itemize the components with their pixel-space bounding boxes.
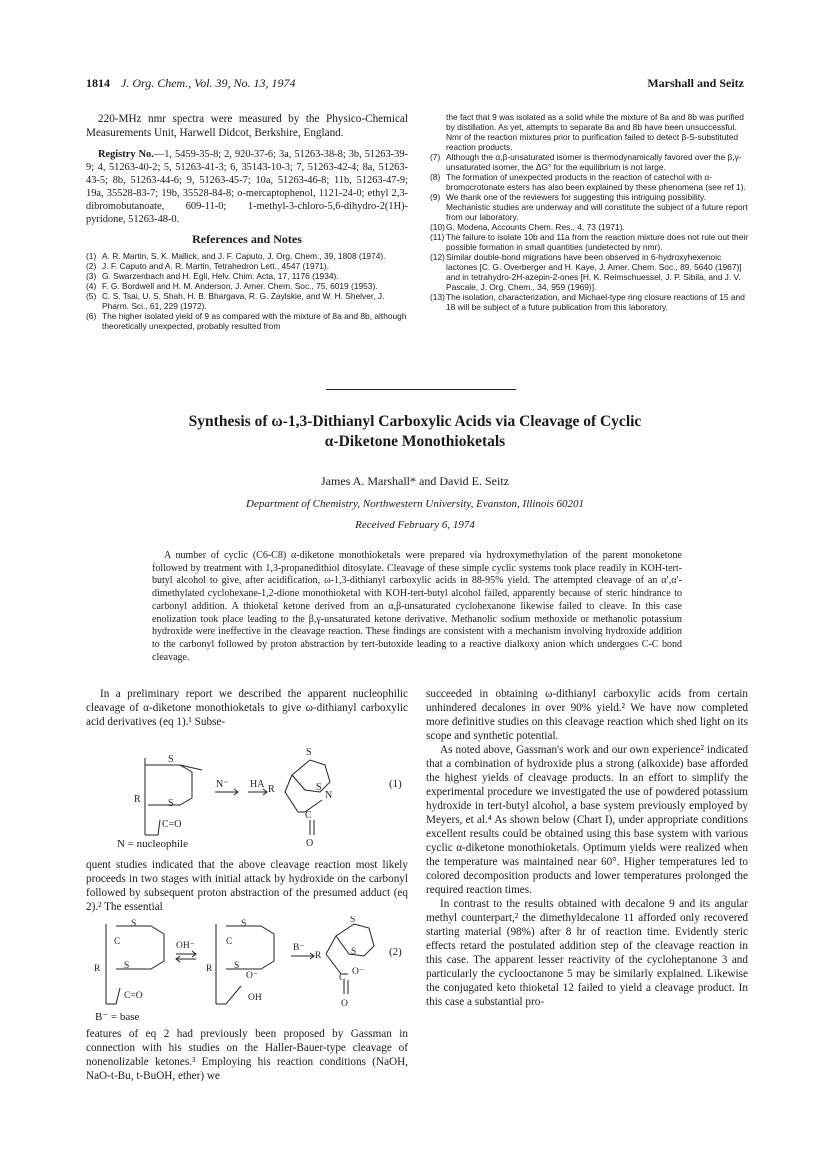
eq2-base: B⁻ xyxy=(293,943,305,953)
running-header-left xyxy=(86,76,296,91)
eq2-atom-O: O xyxy=(341,999,348,1009)
authors: James A. Marshall* and David E. Seitz xyxy=(321,474,509,488)
journal-citation: J. Org. Chem., Vol. 39, No. 13, 1974 xyxy=(121,76,296,90)
body-right-paragraph-2: As noted above, Gassman's work and our own experience² indicated that a combination of hydroxide plus a strong (alkoxide) base afforded the highest yields of cleavage products. In an effort to simplify the experimental procedure we investigated the use of powdered potassium hydroxide in tert-butyl alcohol, a base system previously employed by Meyers, et al.⁴ As shown below (Chart I), under appropriate conditions excellent results could be obtained using this base system with various cyclic α-diketone monothioketals. Optimum yields were realized when the temperature was maintained near 60°. Higher temperatures led to colored decomposition products and lower temperatures prolonged the required reaction times. xyxy=(426,744,748,896)
eq1-acid: HA xyxy=(250,779,265,790)
registry-numbers: —1, 5459-35-8; 2, 920-37-6; 3a, 51263-38-8; 3b, 51263-39-9; 4, 51263-40-2; 5, 51263-41-3; 6, 35143-10-3; 7, 51263-42-4; 8a, 51263-43-5; 8b, 51263-44-6; 9, 51263-45-7; 10a, 51263-46-8; 11b, 51263-47-9; 19a, 35528-83-7; 19b, 35528-84-8; o-mercaptophenol, 1121-24-0; ethyl 2,3-dibromobutanoate, 609-11-0; 1-methyl-3-chloro-5,6-dihydro-2(1H)-pyridone, 51263-48-0. xyxy=(86,149,408,225)
top-left-column xyxy=(86,112,408,331)
abstract-text: A number of cyclic (C6-C8) α-diketone monothioketals were prepared via hydroxymethylation of the parent monoketone followed by treatment with 1,3-propanedithiol ditosylate. Cleavage of these simple cyclic systems took place readily in KOH-tert-butyl alcohol to give, after acidification, ω-1,3-dithianyl carboxylic acids in 88-95% yield. The attempted cleavage of an α′,α′-dimethylated cyclohexane-1,2-dione monothioketal with KOH-tert-butyl alcohol failed, apparently because of steric hindrance to carbonyl addition. A thioketal ketone derived from an α,β-unsaturated cyclohexanone likewise failed to cleave. In this case enolization took place leading to the β,γ-unsaturated ketone derivative. Methanolic sodium methoxide or methanolic potassium hydroxide were ineffective in the cleavage reaction. These findings are consistent with a mechanism involving hydroxide addition to the carbonyl followed by proton abstraction by tert-butoxide leading to a reactive dialkoxy anion which undergoes C-C bond cleavage. xyxy=(152,550,682,663)
page-number: 1814 xyxy=(86,76,110,90)
top-right-column xyxy=(430,112,750,312)
eq1-atom-N: N xyxy=(325,790,333,801)
note-item: (2) J. F. Caputo and A. R. Martin, Tetrahedron Lett., 4547 (1971). xyxy=(86,261,330,271)
eq1-atom-S: S xyxy=(316,782,322,793)
eq2-atom-S: S xyxy=(124,961,130,971)
body-left-column xyxy=(86,687,408,729)
references-heading: References and Notes xyxy=(192,232,302,246)
nmr-paragraph: 220-MHz nmr spectra were measured by the Physico-Chemical Measurements Unit, Harwell Didcot, Berkshire, England. xyxy=(86,113,408,139)
note-item: (12) Similar double-bond migrations have been observed in 6-hydroxyhexenoic lactones [C. G. Overberger and H. Kaye, J. Amer. Chem. Soc., 89, 5640 (1967)] and in tetrahydro-2H-azepin-2-ones [H. K. Reimschuessel, J. P. Sibila, and J. V. Pascale, J. Org. Chem., 34, 959 (1969)]. xyxy=(430,252,742,292)
eq1-atom-S: S xyxy=(168,754,174,765)
eq1-carbonyl: C=O xyxy=(162,819,182,830)
body-right-column xyxy=(426,687,748,1009)
eq2-hydroxide: OH⁻ xyxy=(176,941,195,951)
eq2-atom-S: S xyxy=(234,961,240,971)
equation-1-number: (1) xyxy=(389,778,402,790)
affiliation: Department of Chemistry, Northwestern University, Evanston, Illinois 60201 xyxy=(246,498,584,510)
note-item: (4) F. G. Bordwell and H. M. Anderson, J. Amer. Chem. Soc., 75, 6019 (1953). xyxy=(86,281,378,291)
note-item: (3) G. Swarzenbach and H. Egli, Helv. Chim. Acta, 17, 1176 (1934). xyxy=(86,271,339,281)
note-item: (6) The higher isolated yield of 9 as compared with the mixture of 8a and 8b, although theoretically unexpected, probably resulted from xyxy=(86,311,407,331)
note-item: (13) The isolation, characterization, and Michael-type ring closure reactions of 15 and 18 will be subject of a future publication from this laboratory. xyxy=(430,292,745,312)
note-item: (10) G. Modena, Accounts Chem. Res., 4, 73 (1971). xyxy=(430,222,625,232)
body-right-paragraph-1: succeeded in obtaining ω-dithianyl carboxylic acids from certain unhindered decalones in over 90% yield.² We have now completed more definitive studies on this cleavage reaction which shed light on its scope and synthetic potential. xyxy=(426,688,748,742)
body-left-column-end xyxy=(86,1027,408,1083)
article-title-line1: Synthesis of ω-1,3-Dithianyl Carboxylic Acids via Cleavage of Cyclic xyxy=(188,413,642,430)
registry-label: Registry No. xyxy=(98,149,154,160)
eq1-atom-O: O xyxy=(306,838,314,849)
eq2-atom-R: R xyxy=(315,951,322,961)
equation-2-number: (2) xyxy=(389,946,402,958)
eq2-atom-R: R xyxy=(94,964,101,974)
note-item: (1) A. R. Martin, S. K. Mallick, and J. F. Caputo, J. Org. Chem., 39, 1808 (1974). xyxy=(86,251,386,261)
eq1-atom-C: C xyxy=(305,810,312,821)
eq2-atom-C: C xyxy=(114,937,121,947)
received-date: Received February 6, 1974 xyxy=(355,519,475,531)
eq1-atom-S: S xyxy=(168,798,174,809)
note-item: (8) The formation of unexpected products in the reaction of catechol with α-bromocrotonate esters has also been explained by these phenomena (see ref 1). xyxy=(430,172,746,192)
section-divider xyxy=(326,389,516,390)
eq2-atom-R: R xyxy=(206,964,213,974)
equation-1-legend: N = nucleophile xyxy=(117,838,188,850)
eq1-atom-R: R xyxy=(268,784,275,795)
eq2-oxide: O⁻ xyxy=(352,967,364,977)
equation-2-scheme xyxy=(86,916,408,1016)
body-paragraph-2: quent studies indicated that the above cleavage reaction most likely proceeds in two stages with initial attack by hydroxide on the carbonyl followed by subsequent proton abstraction of the presumed adduct (eq 2).² The essential xyxy=(86,859,408,913)
article-title xyxy=(90,412,740,452)
eq1-atom-R: R xyxy=(134,794,141,805)
eq2-atom-S: S xyxy=(350,916,356,925)
eq1-nucleophile: N⁻ xyxy=(216,779,229,790)
equation-2-structure xyxy=(86,916,408,1016)
body-paragraph-1: In a preliminary report we described the apparent nucleophilic cleavage of α-diketone monothioketals to give ω-dithianyl carboxylic acid derivatives (eq 1).¹ Subse- xyxy=(86,688,408,728)
running-title: Marshall and Seitz xyxy=(647,76,744,90)
note-item: (7) Although the α,β-unsaturated isomer is thermodynamically favored over the β,γ-unsaturated isomer, the ΔG° for the equilibrium is not large. xyxy=(430,152,742,172)
note-item: (11) The failure to isolate 10b and 11a from the reaction mixture does not rule out their possible formation in small quantities (undetected by nmr). xyxy=(430,232,748,252)
eq2-atom-C: C xyxy=(226,937,233,947)
equation-2-legend: B⁻ = base xyxy=(95,1011,140,1023)
eq2-atom-S: S xyxy=(351,947,357,957)
note-item: (5) C. S. Tsai, U. S. Shah, H. B. Bhargava, R. G. Zaylskie, and W. H. Shelver, J. Pharm. Sci., 61, 229 (1972). xyxy=(86,291,385,311)
eq2-atom-C: C xyxy=(339,973,346,983)
abstract xyxy=(152,550,682,664)
registry-paragraph xyxy=(86,148,408,226)
equation-1-structure xyxy=(120,740,410,850)
eq2-oxide: O⁻ xyxy=(246,971,258,981)
notes-list-right xyxy=(430,112,750,312)
note-item: the fact that 9 was isolated as a solid while the mixture of 8a and 8b was purified by distillation. As yet, attempts to separate 8a and 8b have been unsuccessful. Nmr of the reaction mixtures prior to purification failed to detect β-S-substituted reaction products. xyxy=(446,112,744,152)
body-right-paragraph-3: In contrast to the results obtained with decalone 9 and its angular methyl counterpart,² the dimethyldecalone 11 afforded only recovered starting material (98%) after 8 hr of reaction time. Evidently steric effects retard the postulated addition step of the cleavage reaction in this case. The apparent lesser reactivity of the cycloheptanone 3 and particularly the cyclooctanone 5 may be similarly explained. Likewise the conjugated keto thioketal 12 failed to yield a cleavage product. In this case a substantial pro- xyxy=(426,898,748,1008)
note-item: (9) We thank one of the reviewers for suggesting this intriguing possibility. Mechanistic studies are underway and will constitute the subject of a future report from our laboratory. xyxy=(430,192,748,222)
body-paragraph-3: features of eq 2 had previously been proposed by Gassman in connection with his studies on the Haller-Bauer-type cleavage of nonenolizable ketones.³ Employing his reaction conditions (NaOH, NaO-t-Bu, t-BuOH, ether) we xyxy=(86,1028,408,1082)
eq2-hydroxyl: OH xyxy=(248,993,262,1003)
eq2-atom-S: S xyxy=(241,919,247,929)
eq1-atom-S: S xyxy=(306,747,312,758)
eq2-atom-S: S xyxy=(131,919,137,929)
article-title-line2: α-Diketone Monothioketals xyxy=(324,433,506,450)
eq2-carbonyl: C=O xyxy=(124,991,143,1001)
body-left-column-continued xyxy=(86,858,408,914)
notes-list-left xyxy=(86,251,408,331)
equation-1-scheme xyxy=(120,740,410,850)
